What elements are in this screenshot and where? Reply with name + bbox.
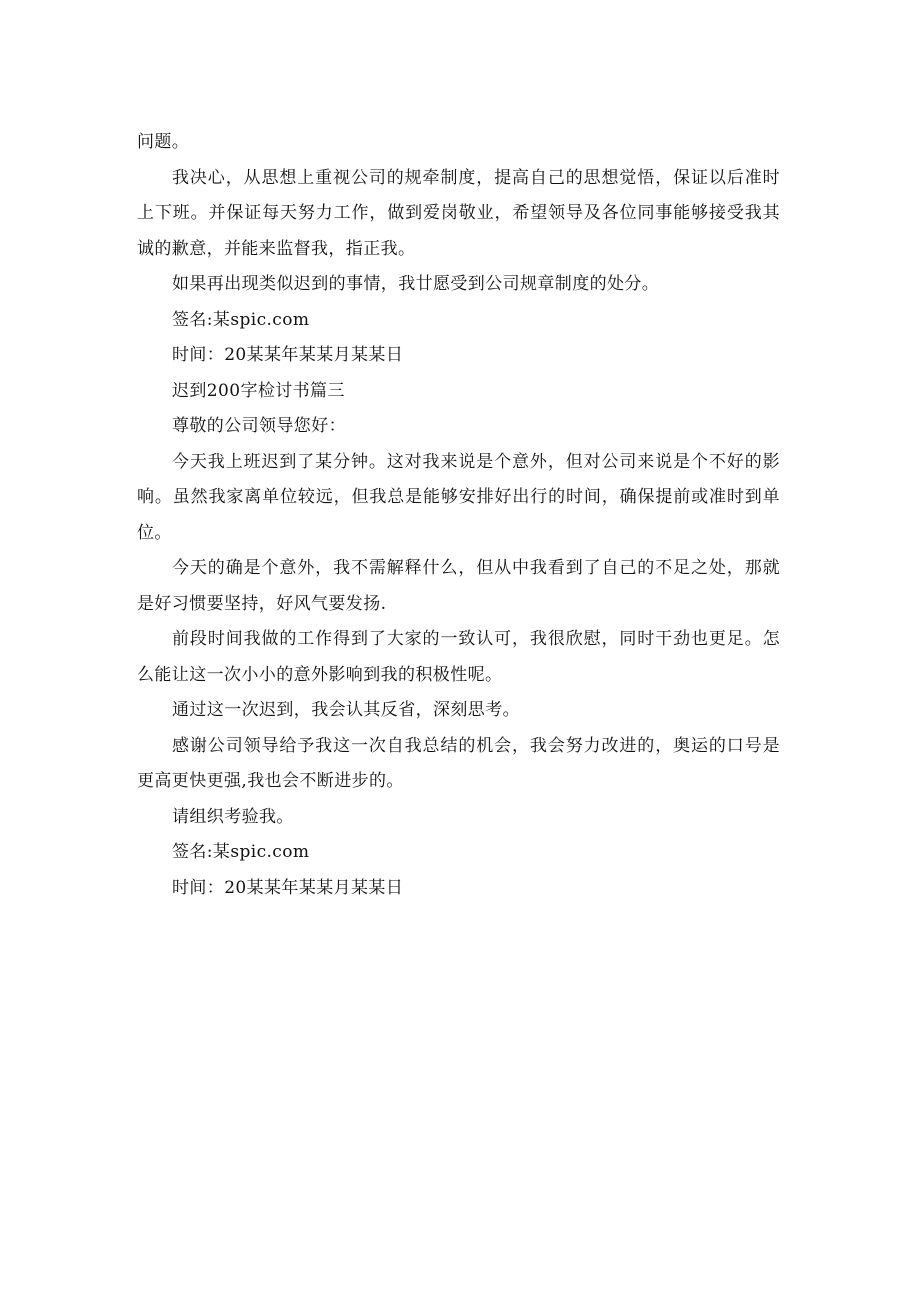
salutation: 尊敬的公司领导您好： [172, 416, 346, 436]
document-body [137, 125, 780, 906]
signature-line: 签名:某spic.com [172, 309, 310, 330]
signature-line: 签名:某spic.com [172, 842, 310, 862]
paragraph-recognition: 前段时间我做的工作得到了大家的一致认可，我很欣慰，同时干劲也更足。怎么能让这一次小小的意外影响到我的积极性呢。 [137, 629, 780, 685]
paragraph-resolution: 我决心，从思想上重视公司的规牵制度，提高自己的思想觉悟，保证以后准时上下班。并保证每天努力工作，做到爱岗敬业，希望领导及各位同事能够接受我其诚的歉意，并能来监督我，指正我。 [137, 167, 780, 259]
paragraph-thanks: 感谢公司领导给予我这一次自我总结的机会，我会努力改进的，奥运的口号是更高更快更强,我也会不断进步的。 [137, 735, 780, 791]
section-heading: 迟到200字检讨书篇三 [172, 380, 345, 401]
paragraph-reflection: 通过这一次迟到，我会认其反省，深刻思考。 [172, 700, 520, 720]
paragraph-continuation: 问题。 [137, 132, 190, 152]
paragraph-accident: 今天的确是个意外，我不需解释什么，但从中我看到了自己的不足之处，那就是好习惯要坚持，好风气要发扬. [137, 558, 780, 614]
date-line: 时间：20某某年某某月某某日 [172, 877, 404, 898]
date-line: 时间：20某某年某某月某某日 [172, 345, 404, 365]
paragraph-request: 请组织考验我。 [172, 806, 294, 827]
paragraph-late-today: 今天我上班迟到了某分钟。这对我来说是个意外，但对公司来说是个不好的影响。虽然我家离单位较远，但我总是能够安排好出行的时间，确保提前或准时到单位。 [137, 451, 780, 543]
paragraph-commitment: 如果再出现类似迟到的事情，我廿愿受到公司规章制度的处分。 [172, 274, 660, 294]
